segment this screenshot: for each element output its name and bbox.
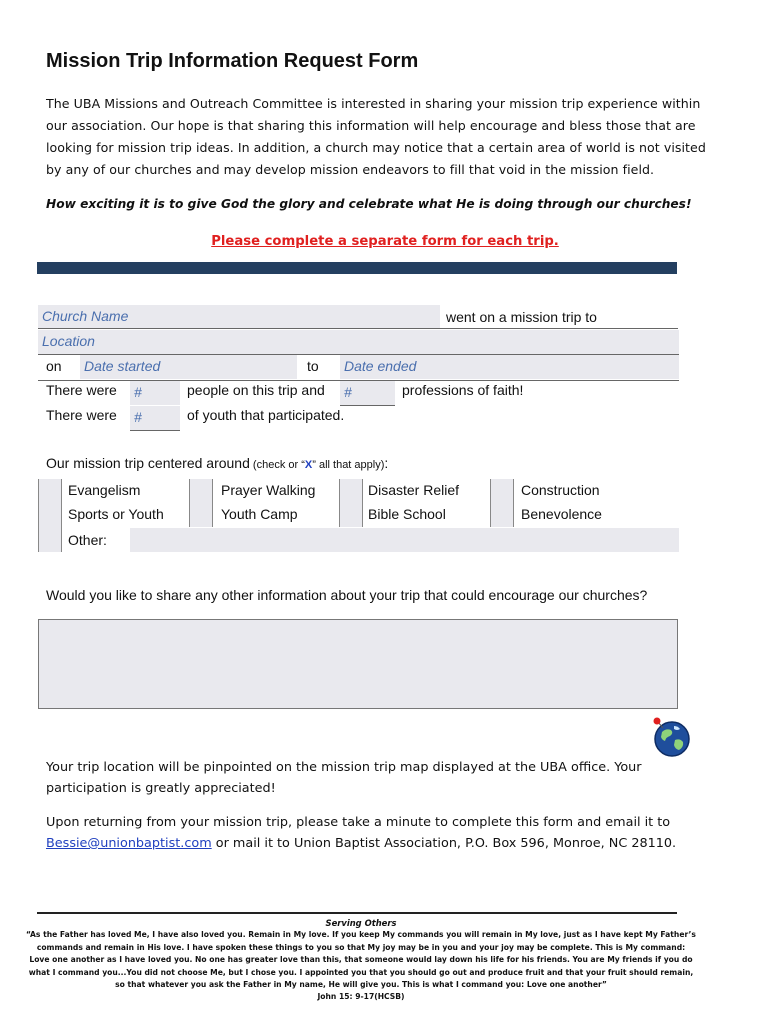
tagline: How exciting it is to give God the glory and celebrate what He is doing through our churches!	[46, 197, 692, 211]
people-count-input[interactable]: #	[130, 381, 180, 405]
location-input[interactable]: Location	[38, 330, 679, 354]
checkbox-sports-or-youth[interactable]	[39, 504, 59, 526]
checkbox-construction[interactable]	[491, 480, 511, 502]
option-bible-school: Bible School	[368, 506, 446, 522]
footer-divider	[37, 912, 677, 914]
centered-prompt	[46, 455, 388, 471]
separate-form-notice: Please complete a separate form for each trip.	[211, 234, 559, 249]
row-divider	[38, 328, 678, 329]
option-benevolence: Benevolence	[521, 506, 602, 522]
hint-x: X	[304, 459, 313, 471]
globe-pin-icon	[650, 716, 694, 758]
option-disaster-relief: Disaster Relief	[368, 482, 460, 498]
intro-paragraph: The UBA Missions and Outreach Committee is interested in sharing your mission trip experience within our association. Our hope is that sharing this information will help encourage and bless those that are looking for mission trip ideas. In addition, a church may notice that a certain area of world is not visited by any of our churches and may develop mission endeavors to fill that void in the mission field.	[46, 96, 706, 177]
option-evangelism: Evangelism	[68, 482, 141, 498]
checkbox-bible-school[interactable]	[340, 504, 360, 526]
checkbox-other[interactable]	[39, 528, 59, 550]
page-title: Mission Trip Information Request Form	[46, 50, 419, 72]
checkbox-benevolence[interactable]	[491, 504, 511, 526]
other-input[interactable]	[130, 528, 679, 552]
professions-label: professions of faith!	[402, 382, 524, 398]
there-were-label: There were	[46, 407, 117, 423]
centered-prompt-text: Our mission trip centered around	[46, 455, 250, 471]
date-started-input[interactable]: Date started	[80, 355, 297, 379]
checkbox-evangelism[interactable]	[39, 480, 59, 502]
field-underline	[130, 430, 180, 431]
youth-count-input[interactable]: #	[130, 406, 180, 430]
return-paragraph	[46, 812, 736, 854]
option-sports-or-youth: Sports or Youth	[68, 506, 164, 522]
field-underline	[340, 405, 395, 406]
share-answer-textarea[interactable]	[38, 619, 678, 709]
option-construction: Construction	[521, 482, 600, 498]
option-prayer-walking: Prayer Walking	[221, 482, 316, 498]
email-link[interactable]: Bessie@unionbaptist.com	[46, 836, 212, 851]
people-label: people on this trip and	[187, 382, 325, 398]
checkbox-disaster-relief[interactable]	[340, 480, 360, 502]
footer-title: Serving Others	[325, 918, 397, 928]
footer-verse: “As the Father has loved Me, I have also loved you. Remain in My love. If you keep My commands you will remain in My love, just as I have kept My Father’s commands and remain in His love. I have spoken these things to you so that My joy may be in you and your joy may be complete. This is My command: Love one another as I have loved you. No one has greater love than this, that someone would lay down his life for his friends. You are My friends if you do what I command you...You did not choose Me, but I chose you. I appointed you that you should go out and produce fruit and that your fruit should remain, so that whatever you ask the Father in My name, He will give you. This is what I command you: Love one another”	[26, 930, 696, 990]
option-youth-camp: Youth Camp	[221, 506, 298, 522]
there-were-label: There were	[46, 382, 117, 398]
hint-open: (check or “	[249, 459, 305, 471]
footer	[26, 917, 696, 1004]
date-ended-input[interactable]: Date ended	[340, 355, 679, 379]
to-label: to	[307, 358, 319, 374]
church-name-input[interactable]: Church Name	[38, 305, 440, 328]
header-bar	[37, 262, 677, 274]
centered-hint	[250, 459, 385, 471]
return-text-1: Upon returning from your mission trip, please take a minute to complete this form and email it to	[46, 815, 671, 830]
share-question: Would you like to share any other information about your trip that could encourage our churches?	[46, 587, 648, 603]
return-text-2: or mail it to Union Baptist Association, P.O. Box 596, Monroe, NC 28110.	[211, 836, 677, 851]
checkbox-youth-camp[interactable]	[190, 504, 210, 526]
on-label: on	[46, 358, 62, 374]
hint-close: ” all that apply)	[312, 459, 385, 471]
professions-count-input[interactable]: #	[340, 381, 395, 405]
prompt-colon: :	[384, 455, 389, 471]
went-label: went on a mission trip to	[446, 309, 597, 325]
checkbox-prayer-walking[interactable]	[190, 480, 210, 502]
footer-reference: John 15: 9-17(HCSB)	[317, 992, 405, 1002]
youth-label: of youth that participated.	[187, 407, 345, 423]
option-other: Other:	[68, 532, 107, 548]
pinpoint-paragraph: Your trip location will be pinpointed on the mission trip map displayed at the UBA office. Your participation is greatly appreciated!	[46, 760, 642, 796]
